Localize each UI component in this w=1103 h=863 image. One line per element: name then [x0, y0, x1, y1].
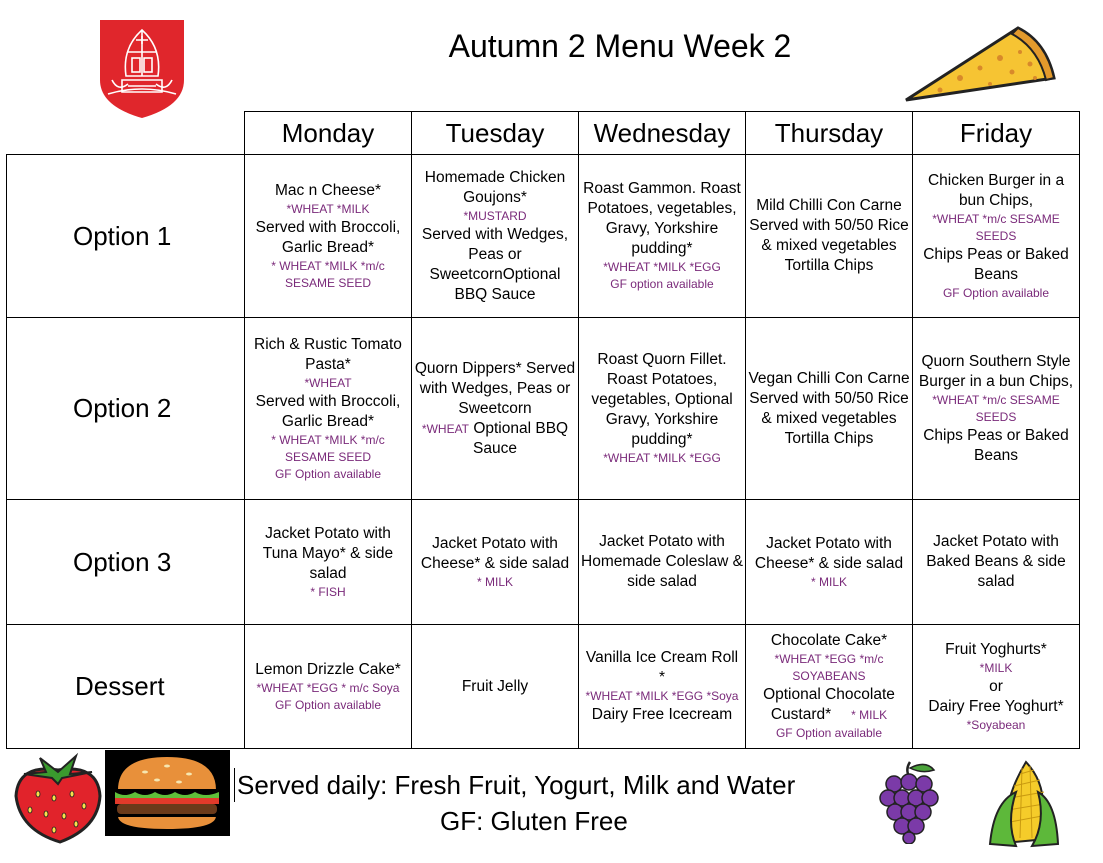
meal-text: Roast Quorn Fillet. Roast Potatoes, vegetables, Optional Gravy, Yorkshire pudding* [591, 351, 733, 448]
school-crest-logo [98, 18, 186, 120]
allergen-note: GF Option available [274, 697, 382, 712]
allergen-note: GF Option available [775, 726, 883, 740]
menu-cell [579, 318, 746, 500]
menu-row [7, 318, 1080, 500]
menu-cell [746, 500, 913, 625]
corn-image [986, 752, 1062, 848]
footer-served-daily: Served daily: Fresh Fruit, Yogurt, Milk and Water [234, 768, 795, 802]
meal-text: Jacket Potato with Cheese* & side salad [754, 534, 904, 572]
meal-text: Chips Peas or Baked Beans [923, 426, 1069, 464]
menu-cell [412, 625, 579, 749]
allergen-note: *WHEAT *m/c SESAME SEEDS [932, 392, 1060, 424]
burger-image [105, 750, 230, 836]
row-label: Option 2 [7, 318, 245, 500]
meal-text: Fruit Yoghurts* [945, 640, 1047, 658]
meal-text: Quorn Southern Style Burger in a bun Chips, [918, 352, 1074, 390]
allergen-note: *WHEAT *EGG * m/c Soya [256, 680, 400, 695]
allergen-note: GF option available [610, 277, 714, 291]
meal-text: Fruit Jelly [461, 677, 529, 695]
meal-text-mixed [748, 685, 910, 725]
allergen-note: *WHEAT *m/c SESAME SEEDS [932, 211, 1060, 243]
meal-text: Roast Gammon. Roast Potatoes, vegetables, Gravy, Yorkshire pudding* [583, 180, 741, 257]
day-header-row [7, 112, 1080, 155]
day-header: Monday [245, 112, 412, 155]
menu-cell [913, 155, 1080, 318]
meal-text: Served with Broccoli, Garlic Bread* [255, 392, 401, 430]
strawberry-image [10, 750, 106, 846]
day-header: Wednesday [579, 112, 746, 155]
header-corner [7, 112, 245, 155]
menu-cell [913, 318, 1080, 500]
allergen-note: * MILK [831, 708, 888, 722]
meal-text: Quorn Dippers* Served with Wedges, Peas or Sweetcorn [414, 359, 576, 417]
meal-text: Jacket Potato with Homemade Coleslaw & side salad [581, 533, 743, 590]
meal-text: Jacket Potato with Baked Beans & side salad [926, 533, 1066, 590]
meal-text: Vegan Chilli Con Carne Served with 50/50 Rice & mixed vegetables Tortilla Chips [748, 369, 910, 447]
allergen-note: *WHEAT [304, 375, 352, 390]
menu-cell [913, 625, 1080, 749]
row-label: Option 1 [7, 155, 245, 318]
meal-text: Dairy Free Yoghurt* [928, 697, 1064, 715]
menu-cell [245, 318, 412, 500]
menu-cell [579, 155, 746, 318]
meal-text: Lemon Drizzle Cake* [255, 660, 401, 678]
day-header: Tuesday [412, 112, 579, 155]
allergen-note: *WHEAT *MILK *EGG [603, 260, 721, 274]
meal-text: Jacket Potato with Tuna Mayo* & side salad [262, 524, 394, 582]
allergen-note: *MUSTARD [463, 208, 527, 223]
menu-cell [245, 625, 412, 749]
allergen-note: *Soyabean [966, 717, 1026, 732]
allergen-note: * MILK [810, 574, 847, 589]
allergen-note: * WHEAT *MILK *m/c SESAME SEED [271, 258, 385, 290]
pizza-slice-image [900, 12, 1060, 107]
menu-cell [412, 500, 579, 625]
meal-text: Chocolate Cake* [770, 632, 888, 649]
meal-text: or [989, 677, 1003, 695]
meal-text: Dairy Free Icecream [591, 706, 733, 723]
menu-cell [746, 625, 913, 749]
day-header: Thursday [746, 112, 913, 155]
menu-cell [412, 318, 579, 500]
meal-text-mixed [414, 419, 576, 459]
meal-text: Mild Chilli Con Carne Served with 50/50 Rice & mixed vegetables Tortilla Chips [749, 197, 909, 274]
allergen-note: * WHEAT *MILK *m/c SESAME SEED [271, 432, 385, 464]
meal-text: Homemade Chicken Goujons* [424, 168, 566, 206]
allergen-note: *WHEAT *MILK *EGG [603, 451, 721, 465]
row-label: Option 3 [7, 500, 245, 625]
menu-cell [746, 318, 913, 500]
meal-text: Vanilla Ice Cream Roll * [585, 649, 739, 686]
menu-cell [913, 500, 1080, 625]
menu-cell [579, 500, 746, 625]
meal-text: Jacket Potato with Cheese* & side salad [420, 534, 570, 572]
meal-text: Chips Peas or Baked Beans [923, 245, 1069, 283]
grapes-image [876, 758, 942, 844]
allergen-note: * MILK [476, 574, 513, 589]
meal-text: Optional BBQ Sauce [469, 419, 573, 457]
footer-gf-note: GF: Gluten Free [440, 806, 628, 836]
allergen-note: GF Option available [942, 285, 1050, 300]
meal-text: Served with Wedges, Peas or SweetcornOptional BBQ Sauce [421, 225, 569, 303]
meal-text: Optional Chocolate Custard* [763, 686, 900, 723]
menu-cell [579, 625, 746, 749]
allergen-note: *WHEAT *EGG *m/c SOYABEANS [774, 652, 884, 683]
menu-title: Autumn 2 Menu Week 2 [448, 28, 792, 64]
menu-row [7, 500, 1080, 625]
menu-cell [412, 155, 579, 318]
menu-table [6, 111, 1080, 749]
allergen-note: *MILK [979, 660, 1013, 675]
menu-cell [245, 500, 412, 625]
row-label: Dessert [7, 625, 245, 749]
allergen-note: GF Option available [274, 466, 382, 481]
menu-row [7, 625, 1080, 749]
allergen-note: * FISH [310, 584, 346, 599]
allergen-note: *WHEAT *MILK *EGG *Soya [585, 689, 739, 703]
menu-cell [746, 155, 913, 318]
meal-text: Chicken Burger in a bun Chips, [927, 171, 1065, 209]
menu-cell [245, 155, 412, 318]
meal-text: Mac n Cheese* [275, 181, 381, 199]
allergen-note: *WHEAT [421, 421, 470, 436]
day-header: Friday [913, 112, 1080, 155]
meal-text: Served with Broccoli, Garlic Bread* [255, 218, 401, 256]
meal-text: Rich & Rustic Tomato Pasta* [254, 335, 402, 373]
allergen-note: *WHEAT *MILK [286, 201, 370, 216]
menu-row [7, 155, 1080, 318]
